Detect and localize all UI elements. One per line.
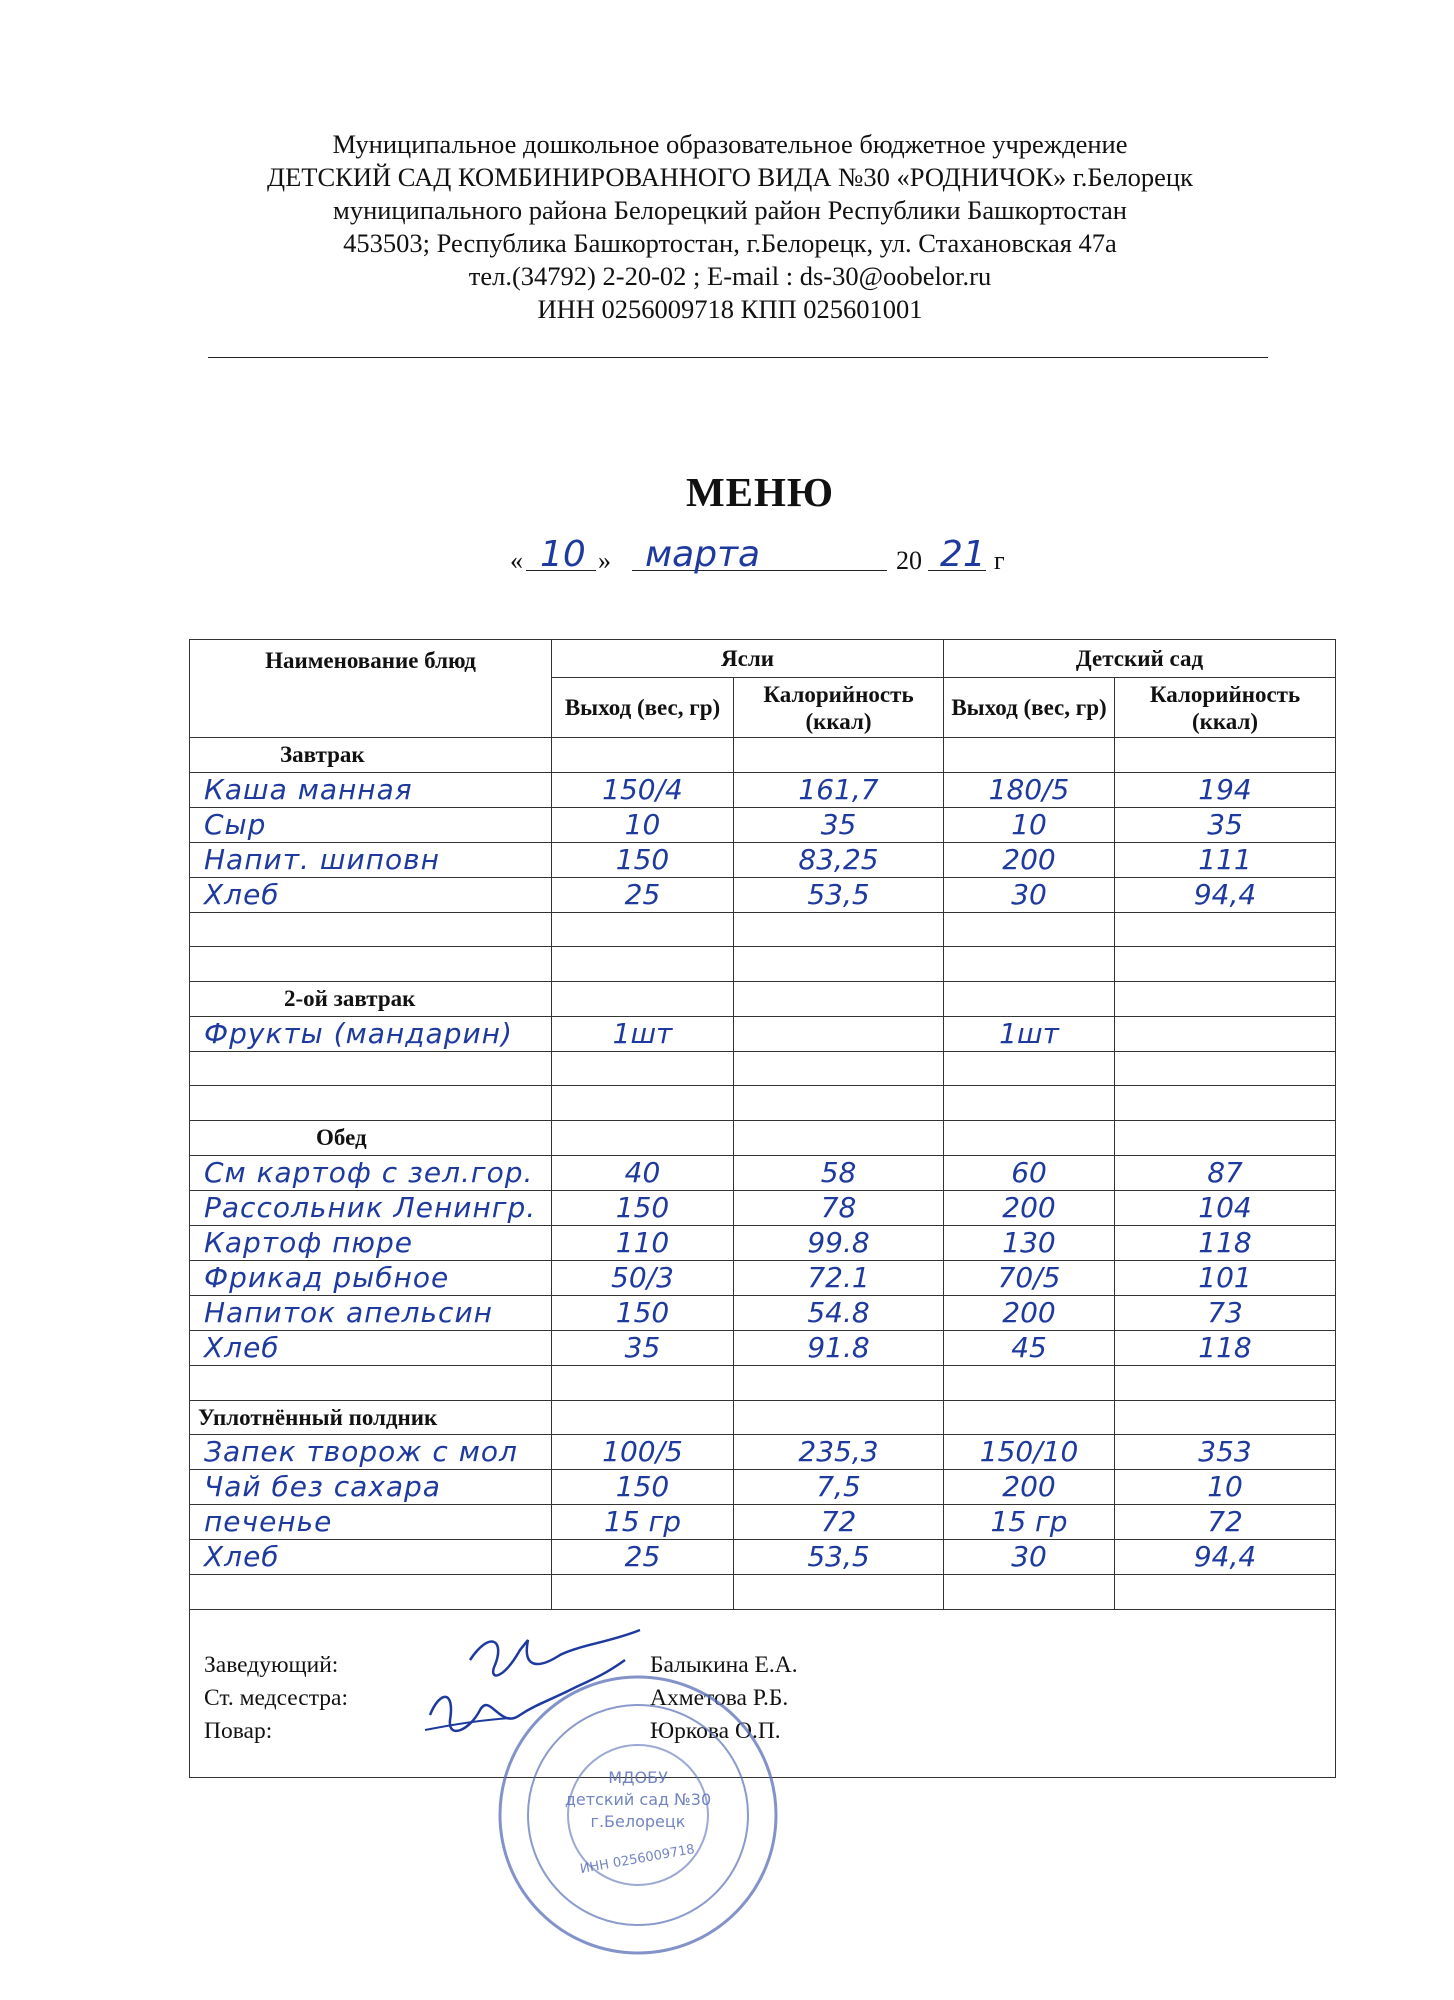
section-cell — [190, 738, 552, 773]
kindergarten-calories: 87 — [1207, 1155, 1243, 1189]
table-cell — [190, 842, 552, 877]
table-cell — [1115, 1470, 1336, 1505]
section-title: Обед — [316, 1125, 367, 1151]
table-cell — [734, 1155, 944, 1190]
col-header-calories: Калорийность (ккал) — [734, 678, 944, 738]
table-cell — [190, 1086, 552, 1121]
kindergarten-calories: 118 — [1198, 1225, 1252, 1259]
table-cell — [734, 1295, 944, 1330]
table-cell — [944, 1365, 1115, 1400]
kindergarten-calories: 111 — [1198, 842, 1252, 876]
table-cell — [944, 772, 1115, 807]
nursery-calories: 53,5 — [807, 877, 870, 911]
table-row — [190, 1155, 1336, 1190]
table-row — [190, 877, 1336, 912]
table-cell — [1115, 1540, 1336, 1575]
table-cell — [734, 1330, 944, 1365]
table-cell — [190, 1435, 552, 1470]
table-cell — [734, 1575, 944, 1610]
table-cell — [190, 1470, 552, 1505]
col-header-dish: Наименование блюд — [190, 640, 552, 738]
table-row — [190, 772, 1336, 807]
nursery-yield: 15 гр — [603, 1505, 681, 1539]
table-cell — [552, 912, 734, 947]
table-cell — [190, 1155, 552, 1190]
nursery-calories: 91.8 — [807, 1330, 870, 1364]
date-month: марта — [645, 534, 761, 575]
dish-name: Картоф пюре — [204, 1225, 413, 1259]
table-cell — [944, 912, 1115, 947]
section-cell — [190, 1121, 552, 1156]
nursery-yield: 25 — [624, 877, 661, 911]
table-cell — [552, 1540, 734, 1575]
table-cell — [552, 1190, 734, 1225]
table-cell — [1115, 1121, 1336, 1156]
table-cell — [190, 1295, 552, 1330]
table-cell — [552, 1435, 734, 1470]
nursery-calories: 7,5 — [816, 1470, 861, 1504]
nursery-calories: 161,7 — [798, 772, 879, 806]
section-row — [190, 738, 1336, 773]
section-cell — [190, 982, 552, 1017]
stamp-text: ИНН 0256009718 — [578, 1842, 696, 1878]
kindergarten-yield: 70/5 — [997, 1260, 1061, 1294]
section-title: 2-ой завтрак — [284, 986, 416, 1012]
table-cell — [552, 807, 734, 842]
table-cell — [1115, 1505, 1336, 1540]
table-cell — [190, 772, 552, 807]
table-row — [190, 1086, 1336, 1121]
date-suffix: г — [994, 546, 1005, 575]
table-cell — [552, 1505, 734, 1540]
dish-name: Рассольник Ленингр. — [204, 1190, 537, 1224]
table-cell — [734, 738, 944, 773]
section-row — [190, 1121, 1336, 1156]
table-cell — [552, 738, 734, 773]
table-row — [190, 807, 1336, 842]
table-cell — [734, 842, 944, 877]
table-cell — [734, 1470, 944, 1505]
table-cell — [944, 807, 1115, 842]
kindergarten-yield: 10 — [1011, 807, 1047, 841]
signature-role: Повар: — [204, 1717, 273, 1744]
letterhead-line: 453503; Республика Башкортостан, г.Белорецк, ул. Стахановская 47а — [343, 228, 1117, 258]
nursery-yield: 100/5 — [602, 1435, 683, 1469]
table-cell — [734, 1016, 944, 1051]
table-row — [190, 1051, 1336, 1086]
table-cell — [734, 947, 944, 982]
date-day: 10 — [540, 534, 586, 575]
table-row — [190, 912, 1336, 947]
dish-name: Напит. шиповн — [204, 842, 440, 876]
table-cell — [1115, 1575, 1336, 1610]
kindergarten-yield: 200 — [1002, 842, 1056, 876]
nursery-yield: 150 — [615, 1295, 670, 1329]
dish-name: Фрикад рыбное — [204, 1260, 450, 1294]
table-cell — [190, 877, 552, 912]
table-row — [190, 947, 1336, 982]
kindergarten-yield: 60 — [1011, 1155, 1047, 1189]
letterhead-line: ДЕТСКИЙ САД КОМБИНИРОВАННОГО ВИДА №30 «РОДНИЧОК» г.Белорецк — [267, 162, 1193, 192]
signature-role: Ст. медсестра: — [204, 1684, 348, 1711]
table-cell — [944, 877, 1115, 912]
table-cell — [1115, 1190, 1336, 1225]
nursery-yield: 25 — [624, 1540, 661, 1574]
table-row — [190, 1435, 1336, 1470]
dish-name: Хлеб — [204, 1330, 280, 1364]
kindergarten-yield: 1шт — [999, 1016, 1059, 1050]
table-cell — [552, 772, 734, 807]
table-cell — [944, 1400, 1115, 1435]
stamp-text: г.Белорецк — [590, 1812, 686, 1831]
table-cell — [552, 1155, 734, 1190]
table-cell — [190, 1016, 552, 1051]
table-cell — [944, 1295, 1115, 1330]
table-cell — [190, 947, 552, 982]
section-cell — [190, 1400, 552, 1435]
letterhead-line: ИНН 0256009718 КПП 025601001 — [537, 294, 923, 324]
nursery-calories: 54.8 — [807, 1295, 870, 1329]
dish-name: Чай без сахара — [204, 1470, 441, 1504]
nursery-yield: 1шт — [612, 1016, 673, 1050]
table-cell — [552, 1016, 734, 1051]
table-cell — [190, 1540, 552, 1575]
signature-name: Ахметова Р.Б. — [650, 1684, 789, 1711]
table-cell — [944, 947, 1115, 982]
table-cell — [1115, 1086, 1336, 1121]
kindergarten-calories: 72 — [1207, 1505, 1243, 1539]
dish-name: Сыр — [204, 807, 267, 841]
table-cell — [944, 1470, 1115, 1505]
kindergarten-calories: 194 — [1198, 772, 1252, 806]
dish-name: Фрукты (мандарин) — [204, 1016, 513, 1050]
kindergarten-calories: 94,4 — [1193, 877, 1257, 911]
col-header-calories: Калорийность (ккал) — [1115, 678, 1336, 738]
table-row — [190, 1575, 1336, 1610]
nursery-calories: 235,3 — [798, 1435, 879, 1469]
col-header-yield: Выход (вес, гр) — [552, 678, 734, 738]
table-cell — [1115, 738, 1336, 773]
kindergarten-calories: 73 — [1207, 1295, 1243, 1329]
table-cell — [944, 1260, 1115, 1295]
nursery-yield: 50/3 — [611, 1260, 674, 1294]
section-title: Уплотнённый полдник — [198, 1404, 438, 1430]
table-cell — [944, 1330, 1115, 1365]
table-cell — [1115, 1435, 1336, 1470]
nursery-calories: 99.8 — [807, 1225, 870, 1259]
kindergarten-yield: 45 — [1011, 1330, 1047, 1364]
signature-role: Заведующий: — [204, 1651, 339, 1678]
table-cell — [734, 1365, 944, 1400]
kindergarten-yield: 200 — [1002, 1190, 1056, 1224]
table-cell — [944, 1086, 1115, 1121]
kindergarten-calories: 118 — [1198, 1330, 1252, 1364]
table-cell — [552, 1051, 734, 1086]
kindergarten-calories: 353 — [1198, 1435, 1252, 1469]
nursery-yield: 150/4 — [602, 772, 683, 806]
header-divider — [208, 357, 1268, 358]
table-cell — [190, 1365, 552, 1400]
table-cell — [734, 1540, 944, 1575]
letterhead-line: Муниципальное дошкольное образовательное бюджетное учреждение — [332, 129, 1128, 159]
kindergarten-yield: 150/10 — [979, 1435, 1079, 1469]
table-cell — [944, 1225, 1115, 1260]
table-cell — [944, 1575, 1115, 1610]
table-cell — [1115, 912, 1336, 947]
date-year: 21 — [940, 534, 986, 575]
table-cell — [1115, 1051, 1336, 1086]
col-header-kindergarten: Детский сад — [944, 640, 1336, 678]
section-row — [190, 982, 1336, 1017]
nursery-yield: 110 — [615, 1225, 670, 1259]
table-row — [190, 1016, 1336, 1051]
table-cell — [1115, 1225, 1336, 1260]
table-row — [190, 1365, 1336, 1400]
table-cell — [552, 842, 734, 877]
kindergarten-yield: 200 — [1002, 1470, 1056, 1504]
nursery-calories: 58 — [820, 1155, 857, 1189]
table-cell — [734, 1190, 944, 1225]
kindergarten-calories: 10 — [1207, 1470, 1243, 1504]
dish-name: печенье — [204, 1505, 333, 1539]
table-cell — [1115, 842, 1336, 877]
table-cell — [552, 1470, 734, 1505]
table-cell — [552, 1121, 734, 1156]
table-cell — [1115, 1260, 1336, 1295]
section-row — [190, 1400, 1336, 1435]
table-cell — [552, 1086, 734, 1121]
nursery-yield: 150 — [615, 1470, 670, 1504]
table-cell — [190, 1330, 552, 1365]
dish-name: Запек творож с мол — [204, 1435, 518, 1469]
table-cell — [552, 1295, 734, 1330]
table-cell — [734, 1260, 944, 1295]
nursery-yield: 150 — [615, 842, 670, 876]
table-cell — [734, 877, 944, 912]
table-cell — [734, 1086, 944, 1121]
table-cell — [734, 912, 944, 947]
date-year-prefix: 20 — [896, 546, 922, 575]
table-row — [190, 1225, 1336, 1260]
signature-name: Балыкина Е.А. — [650, 1651, 798, 1678]
table-cell — [1115, 1330, 1336, 1365]
section-title: Завтрак — [280, 742, 365, 767]
handwritten-signature — [410, 1620, 660, 1760]
table-cell — [1115, 807, 1336, 842]
table-cell — [944, 1435, 1115, 1470]
table-cell — [1115, 772, 1336, 807]
table-row — [190, 842, 1336, 877]
nursery-calories: 83,25 — [798, 842, 879, 876]
table-cell — [944, 1505, 1115, 1540]
nursery-yield: 40 — [624, 1155, 661, 1189]
kindergarten-calories: 35 — [1207, 807, 1243, 841]
table-cell — [944, 1540, 1115, 1575]
table-cell — [190, 1575, 552, 1610]
dish-name: Хлеб — [204, 877, 280, 911]
dish-name: Хлеб — [204, 1540, 280, 1574]
table-cell — [1115, 1016, 1336, 1051]
table-cell — [1115, 1400, 1336, 1435]
table-cell — [552, 982, 734, 1017]
table-cell — [944, 1155, 1115, 1190]
table-cell — [190, 1505, 552, 1540]
nursery-yield: 35 — [624, 1330, 661, 1364]
dish-name: Каша манная — [204, 772, 413, 806]
table-cell — [944, 1121, 1115, 1156]
nursery-yield: 10 — [624, 807, 661, 841]
letterhead-line: тел.(34792) 2-20-02 ; E-mail : ds-30@oobelor.ru — [468, 261, 992, 291]
table-cell — [944, 1051, 1115, 1086]
date-close-quote: » — [598, 546, 611, 575]
nursery-calories: 72.1 — [807, 1260, 870, 1294]
table-cell — [944, 842, 1115, 877]
col-header-yield: Выход (вес, гр) — [944, 678, 1115, 738]
table-cell — [734, 1051, 944, 1086]
signature-name: Юркова О.П. — [650, 1717, 781, 1744]
table-cell — [734, 1505, 944, 1540]
table-cell — [1115, 877, 1336, 912]
table-cell — [190, 1051, 552, 1086]
dish-name: См картоф с зел.гор. — [204, 1155, 534, 1189]
table-cell — [944, 982, 1115, 1017]
kindergarten-calories: 94,4 — [1193, 1540, 1257, 1574]
table-cell — [552, 1575, 734, 1610]
table-cell — [552, 1365, 734, 1400]
nursery-yield: 150 — [615, 1190, 670, 1224]
table-cell — [944, 1016, 1115, 1051]
nursery-calories: 78 — [820, 1190, 857, 1224]
table-cell — [190, 1225, 552, 1260]
table-cell — [1115, 1155, 1336, 1190]
nursery-calories: 72 — [820, 1505, 857, 1539]
table-row — [190, 1540, 1336, 1575]
nursery-calories: 35 — [820, 807, 857, 841]
table-row — [190, 1505, 1336, 1540]
table-cell — [944, 1190, 1115, 1225]
table-cell — [1115, 1295, 1336, 1330]
stamp-text: МДОБУ — [608, 1768, 668, 1787]
table-cell — [734, 1435, 944, 1470]
table-row — [190, 1470, 1336, 1505]
table-cell — [552, 947, 734, 982]
table-cell — [1115, 947, 1336, 982]
table-cell — [552, 1400, 734, 1435]
letterhead-line: муниципального района Белорецкий район Республики Башкортостан — [333, 195, 1127, 225]
kindergarten-yield: 15 гр — [990, 1505, 1068, 1539]
dish-name: Напиток апельсин — [204, 1295, 493, 1329]
kindergarten-yield: 30 — [1011, 877, 1047, 911]
table-row — [190, 1295, 1336, 1330]
table-cell — [552, 877, 734, 912]
table-cell — [1115, 982, 1336, 1017]
stamp-text: детский сад №30 — [564, 1790, 712, 1809]
table-cell — [734, 807, 944, 842]
table-cell — [734, 1225, 944, 1260]
menu-table — [189, 639, 1336, 1778]
table-cell — [944, 738, 1115, 773]
table-row — [190, 1190, 1336, 1225]
table-cell — [190, 807, 552, 842]
table-cell — [552, 1330, 734, 1365]
table-cell — [552, 1260, 734, 1295]
page-title: МЕНЮ — [685, 469, 835, 515]
table-row — [190, 1330, 1336, 1365]
table-cell — [734, 1121, 944, 1156]
kindergarten-calories: 101 — [1198, 1260, 1252, 1294]
table-cell — [190, 912, 552, 947]
kindergarten-yield: 130 — [1002, 1225, 1056, 1259]
table-cell — [734, 1400, 944, 1435]
kindergarten-calories: 104 — [1198, 1190, 1252, 1224]
table-cell — [190, 1260, 552, 1295]
kindergarten-yield: 30 — [1011, 1540, 1047, 1574]
table-cell — [190, 1190, 552, 1225]
table-cell — [552, 1225, 734, 1260]
table-cell — [1115, 1365, 1336, 1400]
nursery-calories: 53,5 — [807, 1540, 870, 1574]
date-open-quote: « — [510, 546, 523, 575]
table-cell — [734, 982, 944, 1017]
table-row — [190, 1260, 1336, 1295]
letterhead — [190, 128, 1270, 326]
kindergarten-yield: 200 — [1002, 1295, 1056, 1329]
kindergarten-yield: 180/5 — [988, 772, 1070, 806]
col-header-nursery: Ясли — [552, 640, 944, 678]
table-cell — [734, 772, 944, 807]
